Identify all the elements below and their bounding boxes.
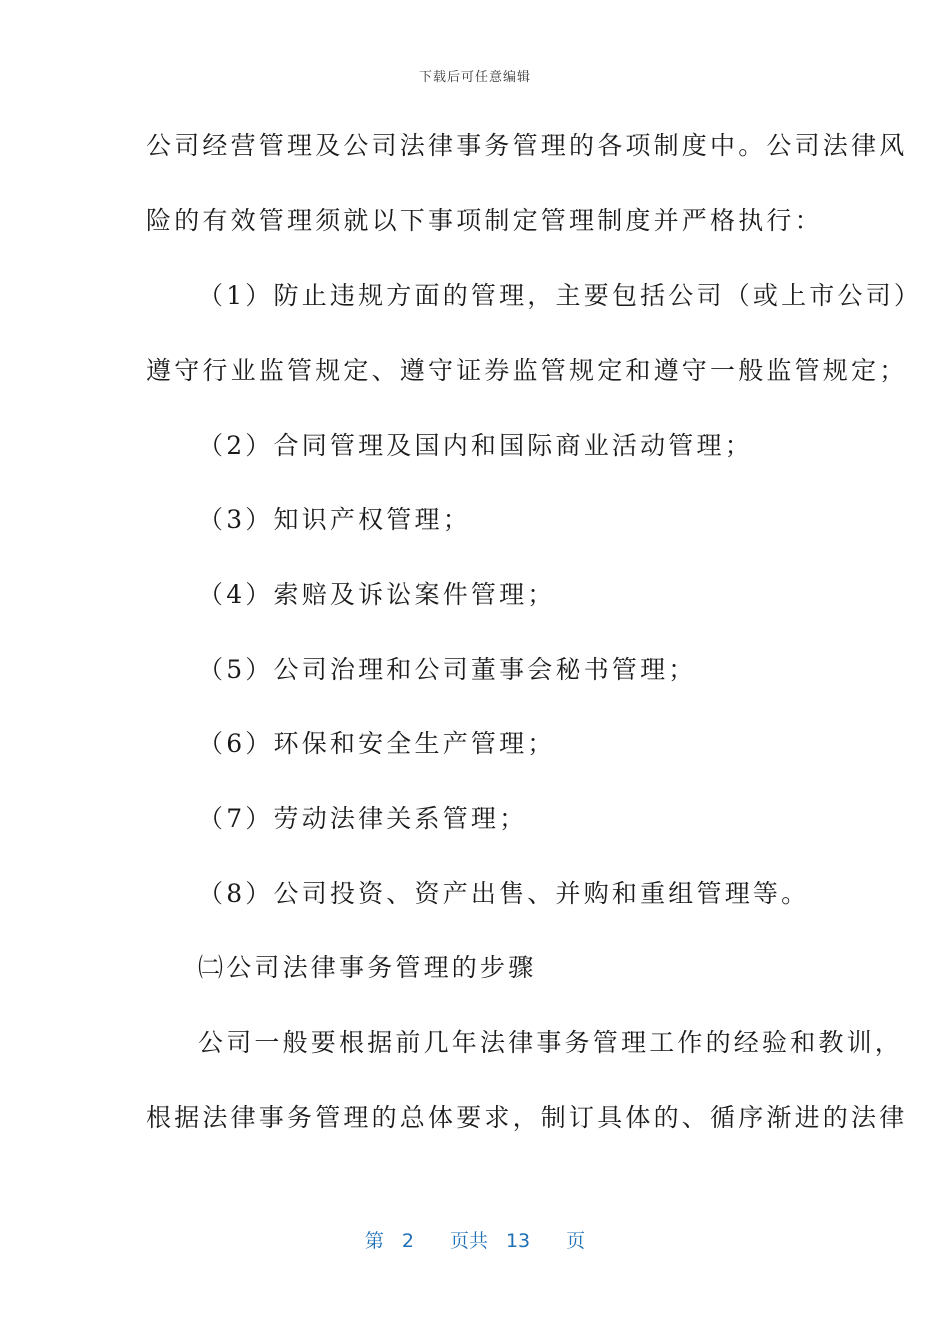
body-paragraph-line-1: 公司一般要根据前几年法律事务管理工作的经验和教训， [198,1028,904,1057]
body-line-1: 公司经营管理及公司法律事务管理的各项制度中。公司法律风 [146,131,908,160]
page-number-footer [0,1226,950,1253]
body-paragraph-line-2: 根据法律事务管理的总体要求，制订具体的、循序渐进的法律 [146,1103,908,1132]
list-item-4: （4）索赔及诉讼案件管理； [198,580,556,609]
list-item-2: （2）合同管理及国内和国际商业活动管理； [198,431,753,460]
list-item-8: （8）公司投资、资产出售、并购和重组管理等。 [198,879,810,908]
list-item-3: （3）知识产权管理； [198,505,471,534]
list-item-6: （6）环保和安全生产管理； [198,729,556,758]
section-heading: ㈡公司法律事务管理的步骤 [198,953,537,982]
current-page-number: 2 [401,1230,414,1252]
page-label-prefix: 第 [364,1230,384,1252]
list-item-5: （5）公司治理和公司董事会秘书管理； [198,655,697,684]
body-line-2: 险的有效管理须就以下事项制定管理制度并严格执行： [146,206,823,235]
header-note: 下载后可任意编辑 [418,70,531,85]
total-pages-number: 13 [505,1230,531,1252]
list-item-1-continued: 遵守行业监管规定、遵守证券监管规定和遵守一般监管规定； [146,356,908,385]
page-label-suffix: 页 [566,1230,586,1252]
page-label-middle: 页共 [449,1230,488,1252]
list-item-7: （7）劳动法律关系管理； [198,804,528,833]
list-item-1: （1）防止违规方面的管理，主要包括公司（或上市公司） [198,281,923,310]
